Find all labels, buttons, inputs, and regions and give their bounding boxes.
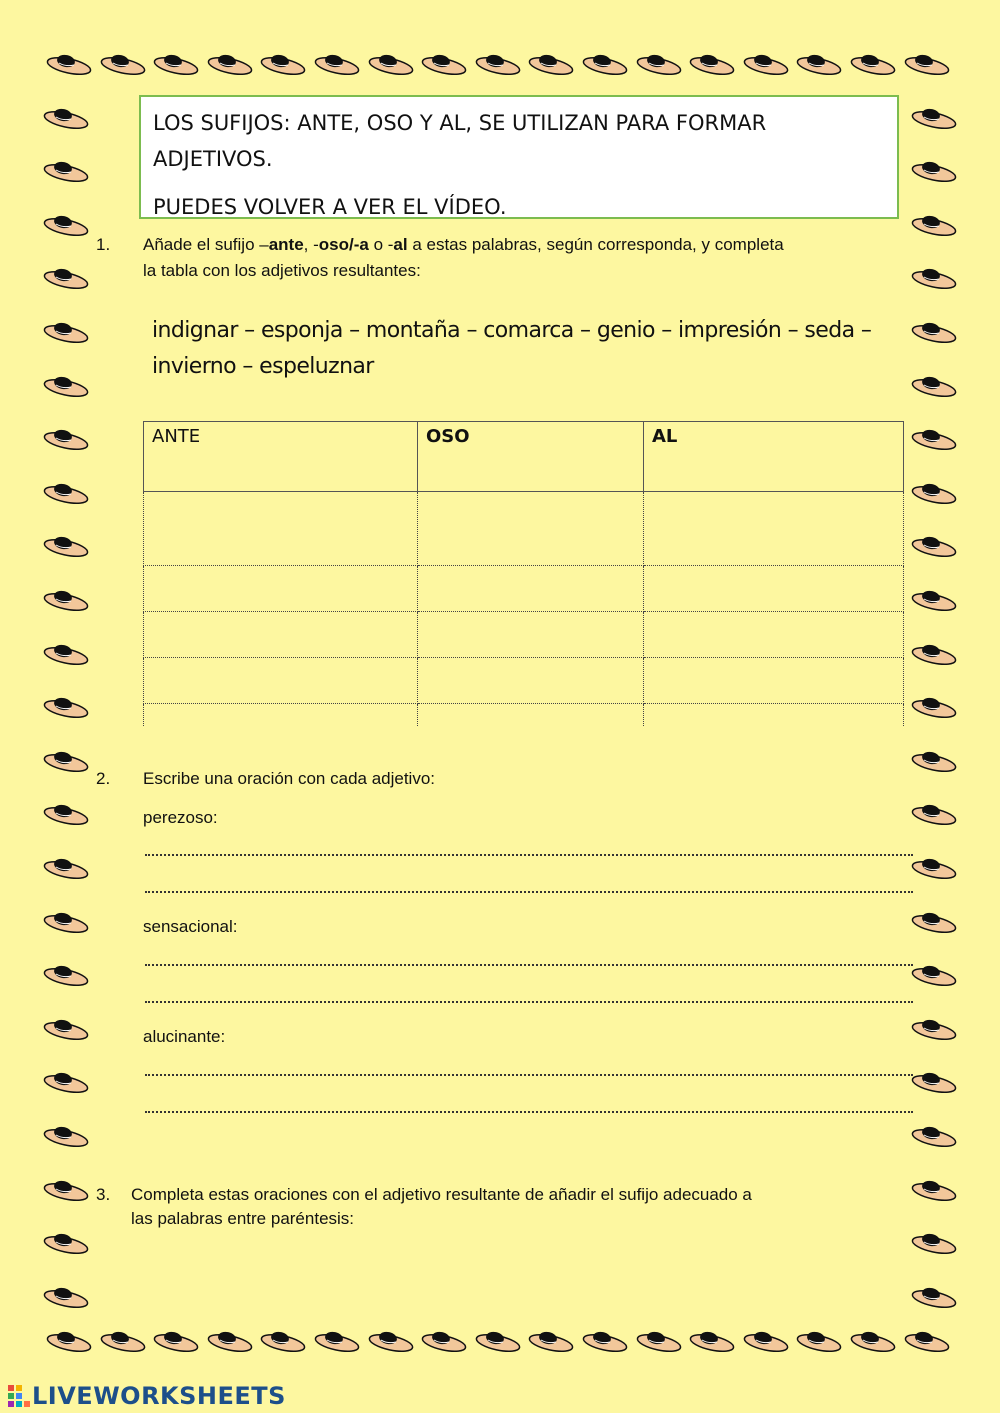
sombrero-hat-icon [910, 1176, 958, 1202]
sombrero-hat-icon [527, 50, 575, 76]
sombrero-hat-icon [206, 50, 254, 76]
sombrero-hat-icon [910, 640, 958, 666]
sombrero-hat-icon [795, 1327, 843, 1353]
sombrero-hat-icon [99, 1327, 147, 1353]
sombrero-hat-icon [910, 908, 958, 934]
sombrero-hat-icon [903, 50, 951, 76]
answer-cell[interactable] [418, 612, 644, 658]
sombrero-hat-icon [910, 747, 958, 773]
answer-cell[interactable] [144, 658, 418, 704]
sombrero-hat-icon [42, 532, 90, 558]
question-2-instruction: Escribe una oración con cada adjetivo: [143, 769, 436, 788]
header-ante: ANTE [144, 422, 418, 492]
answer-line[interactable] [145, 999, 913, 1003]
sombrero-hat-icon [910, 800, 958, 826]
info-box [139, 95, 899, 219]
sombrero-hat-icon [206, 1327, 254, 1353]
question-1-line-2: la tabla con los adjetivos resultantes: [143, 261, 421, 280]
answer-cell[interactable] [644, 492, 904, 566]
table-row [144, 704, 904, 727]
answer-line[interactable] [145, 852, 913, 856]
sombrero-hat-icon [42, 211, 90, 237]
sombrero-hat-icon [42, 157, 90, 183]
sombrero-hat-icon [688, 50, 736, 76]
sombrero-hat-icon [152, 1327, 200, 1353]
answer-cell[interactable] [644, 658, 904, 704]
logo-blocks-icon [8, 1385, 30, 1407]
table-row [144, 492, 904, 566]
sombrero-hat-icon [795, 50, 843, 76]
sombrero-hat-icon [42, 693, 90, 719]
sombrero-hat-icon [367, 1327, 415, 1353]
sombrero-hat-icon [910, 318, 958, 344]
sombrero-hat-icon [910, 854, 958, 880]
sombrero-hat-icon [42, 104, 90, 130]
answer-line[interactable] [145, 1109, 913, 1113]
answer-cell[interactable] [644, 704, 904, 727]
adjective-label: sensacional: [143, 917, 238, 936]
answer-cell[interactable] [418, 492, 644, 566]
sombrero-hat-icon [903, 1327, 951, 1353]
sombrero-hat-icon [45, 50, 93, 76]
info-line-1: LOS SUFIJOS: ANTE, OSO Y AL, SE UTILIZAN PARA FORMAR [153, 111, 767, 135]
sombrero-hat-icon [367, 50, 415, 76]
table-row [144, 566, 904, 612]
sombrero-hat-icon [42, 640, 90, 666]
sombrero-hat-icon [910, 1229, 958, 1255]
sombrero-hat-icon [42, 747, 90, 773]
sombrero-hat-icon [910, 1122, 958, 1148]
sombrero-hat-icon [910, 425, 958, 451]
sombrero-hat-icon [849, 50, 897, 76]
sombrero-hat-icon [42, 425, 90, 451]
sombrero-hat-icon [910, 1283, 958, 1309]
word-list-line-1: indignar – esponja – montaña – comarca – genio – impresión – seda – [152, 318, 872, 343]
answer-cell[interactable] [144, 566, 418, 612]
sombrero-hat-icon [42, 1176, 90, 1202]
sombrero-hat-icon [420, 50, 468, 76]
answer-cell[interactable] [418, 704, 644, 727]
answer-cell[interactable] [644, 612, 904, 658]
sombrero-hat-icon [42, 1283, 90, 1309]
info-line-3: PUEDES VOLVER A VER EL VÍDEO. [153, 195, 507, 219]
sombrero-hat-icon [581, 50, 629, 76]
sombrero-hat-icon [42, 586, 90, 612]
table-row [144, 658, 904, 704]
sombrero-hat-icon [635, 1327, 683, 1353]
sombrero-hat-icon [910, 211, 958, 237]
sombrero-hat-icon [42, 318, 90, 344]
answer-cell[interactable] [644, 566, 904, 612]
question-1 [96, 233, 906, 283]
sombrero-hat-icon [474, 1327, 522, 1353]
answer-line[interactable] [145, 962, 913, 966]
sombrero-hat-icon [259, 50, 307, 76]
sombrero-hat-icon [42, 372, 90, 398]
sombrero-hat-icon [527, 1327, 575, 1353]
sombrero-hat-icon [910, 479, 958, 505]
sombrero-hat-icon [910, 157, 958, 183]
sombrero-hat-icon [152, 50, 200, 76]
answer-line[interactable] [145, 1072, 913, 1076]
sombrero-hat-icon [42, 1122, 90, 1148]
sombrero-hat-icon [42, 1015, 90, 1041]
question-3-line-2: las palabras entre paréntesis: [131, 1209, 355, 1228]
sombrero-hat-icon [259, 1327, 307, 1353]
answer-cell[interactable] [418, 566, 644, 612]
sombrero-hat-icon [849, 1327, 897, 1353]
word-list [152, 313, 892, 385]
answer-line[interactable] [145, 889, 913, 893]
sombrero-hat-icon [313, 1327, 361, 1353]
sombrero-hat-icon [910, 532, 958, 558]
header-oso: OSO [418, 422, 644, 492]
sombrero-hat-icon [42, 854, 90, 880]
sombrero-hat-icon [742, 1327, 790, 1353]
sombrero-hat-icon [910, 586, 958, 612]
word-list-line-2: invierno – espeluznar [152, 354, 374, 379]
adjective-label: perezoso: [143, 808, 218, 827]
question-3-line-1: Completa estas oraciones con el adjetivo resultante de añadir el sufijo adecuado a [131, 1185, 752, 1204]
question-2-number: 2. [96, 769, 111, 788]
sombrero-hat-icon [42, 800, 90, 826]
sombrero-hat-icon [910, 961, 958, 987]
sombrero-hat-icon [910, 104, 958, 130]
header-al: AL [644, 422, 904, 492]
sombrero-hat-icon [45, 1327, 93, 1353]
sombrero-hat-icon [910, 1068, 958, 1094]
sombrero-hat-icon [313, 50, 361, 76]
sombrero-hat-icon [910, 372, 958, 398]
sombrero-hat-icon [910, 264, 958, 290]
sombrero-hat-icon [42, 961, 90, 987]
liveworksheets-logo [8, 1382, 286, 1410]
info-line-2: ADJETIVOS. [153, 147, 273, 171]
sombrero-hat-icon [635, 50, 683, 76]
sombrero-hat-icon [581, 1327, 629, 1353]
sombrero-hat-icon [420, 1327, 468, 1353]
table-header-row [144, 422, 904, 492]
question-1-line-1: Añade el sufijo –ante, -oso/-a o -al a estas palabras, según corresponda, y completa [143, 235, 784, 254]
answer-cell[interactable] [144, 612, 418, 658]
answer-cell[interactable] [144, 492, 418, 566]
answer-cell[interactable] [144, 704, 418, 727]
sombrero-hat-icon [688, 1327, 736, 1353]
table-row [144, 612, 904, 658]
sombrero-hat-icon [42, 264, 90, 290]
sombrero-hat-icon [474, 50, 522, 76]
suffix-table [143, 421, 904, 726]
sombrero-hat-icon [42, 1068, 90, 1094]
question-1-number: 1. [96, 235, 111, 254]
sombrero-hat-icon [910, 693, 958, 719]
sombrero-hat-icon [910, 1015, 958, 1041]
sombrero-hat-icon [42, 479, 90, 505]
question-3 [96, 1183, 896, 1233]
sombrero-hat-icon [42, 908, 90, 934]
sombrero-hat-icon [42, 1229, 90, 1255]
question-2 [96, 767, 596, 791]
sombrero-hat-icon [99, 50, 147, 76]
question-3-number: 3. [96, 1185, 111, 1204]
answer-cell[interactable] [418, 658, 644, 704]
logo-text: LIVEWORKSHEETS [32, 1382, 286, 1410]
sombrero-hat-icon [742, 50, 790, 76]
adjective-label: alucinante: [143, 1027, 226, 1046]
